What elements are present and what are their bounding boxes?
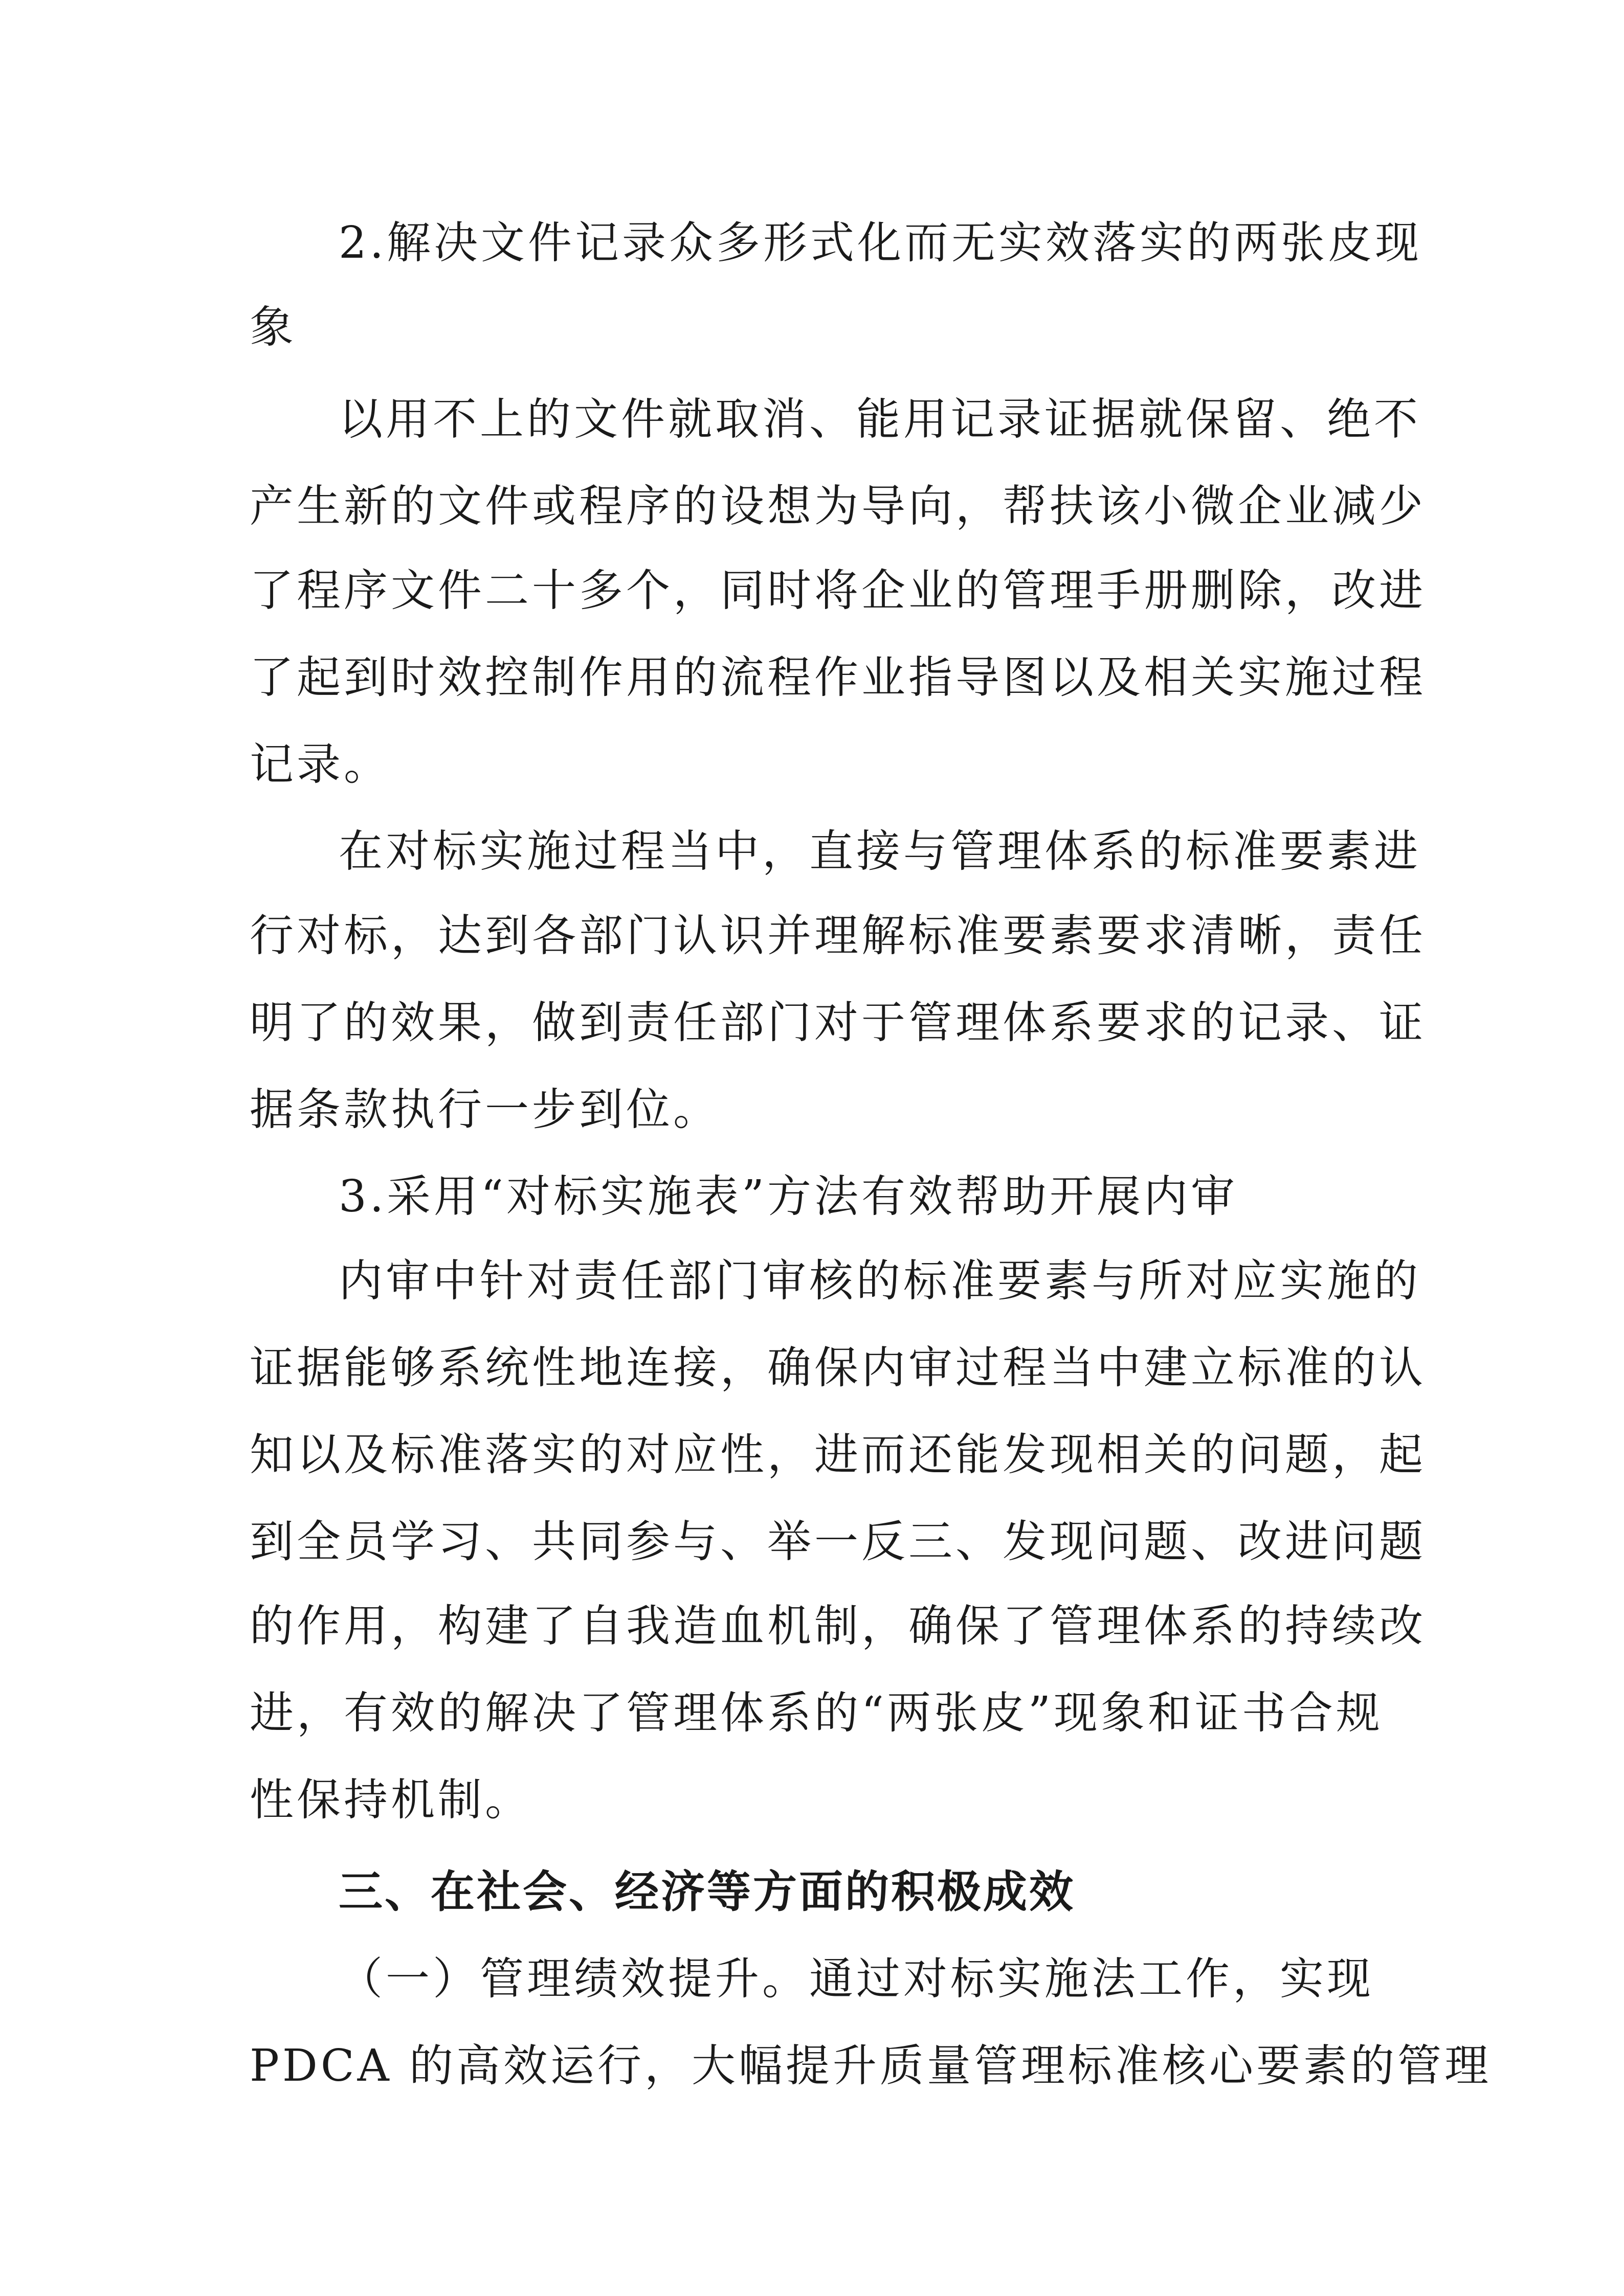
subheading-2: 2.解决文件记录众多形式化而无实效落实的两张皮现 [339,217,1422,268]
text-line: 性保持机制。 [250,1774,532,1826]
text-line: （一）管理绩效提升。通过对标实施法工作，实现 [339,1953,1374,2005]
text-line: 到全员学习、共同参与、举一反三、发现问题、改进问题 [250,1516,1426,1567]
text-line: 以用不上的文件就取消、能用记录证据就保留、绝不 [339,394,1421,445]
text-line: 了程序文件二十多个，同时将企业的管理手册删除，改进 [250,565,1426,616]
subheading-3: 3.采用“对标实施表”方法有效帮助开展内审 [339,1171,1238,1222]
text-line: 产生新的文件或程序的设想为导向，帮扶该小微企业减少 [250,481,1426,532]
text-line: PDCA 的高效运行，大幅提升质量管理标准核心要素的管理 [250,2040,1492,2091]
text-line: 行对标，达到各部门认识并理解标准要素要求清晰，责任 [250,910,1426,961]
text-line: 明了的效果，做到责任部门对于管理体系要求的记录、证 [250,997,1426,1048]
text-line: 了起到时效控制作用的流程作业指导图以及相关实施过程 [250,652,1426,703]
text-line: 的作用，构建了自我造血机制，确保了管理体系的持续改 [250,1601,1426,1652]
text-line: 内审中针对责任部门审核的标准要素与所对应实施的 [339,1255,1421,1307]
text-line: 进，有效的解决了管理体系的“两张皮”现象和证书合规 [250,1687,1383,1739]
text-line: 记录。 [250,739,391,790]
text-line: 知以及标准落实的对应性，进而还能发现相关的问题，起 [250,1429,1426,1480]
text-line: 在对标实施过程当中，直接与管理体系的标准要素进 [339,826,1421,877]
text-line: 象 [250,302,297,353]
section-heading: 三、在社会、经济等方面的积极成效 [339,1866,1075,1918]
text-line: 证据能够系统性地连接，确保内审过程当中建立标准的认 [250,1342,1426,1393]
text-line: 据条款执行一步到位。 [250,1084,720,1135]
